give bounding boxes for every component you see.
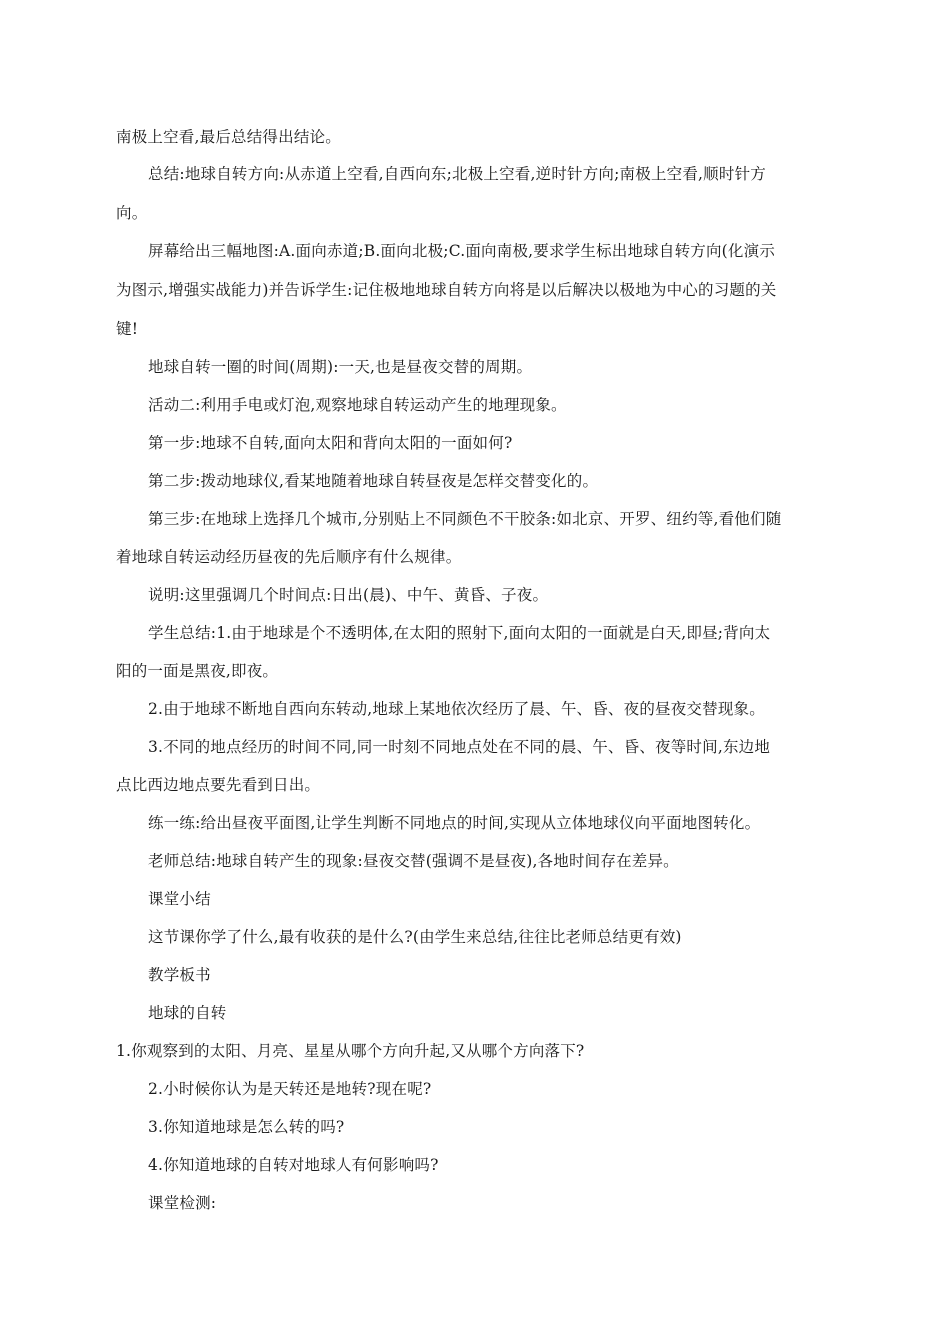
text-line: 南极上空看,最后总结得出结论。 xyxy=(116,128,341,146)
text-line: 第二步:拨动地球仪,看某地随着地球自转昼夜是怎样交替变化的。 xyxy=(148,472,599,490)
text-line: 2.由于地球不断地自西向东转动,地球上某地依次经历了晨、午、昏、夜的昼夜交替现象。 xyxy=(148,700,765,718)
text-line: 教学板书 xyxy=(148,966,211,984)
text-line: 2.小时候你认为是天转还是地转?现在呢? xyxy=(148,1080,432,1098)
text-line: 键! xyxy=(116,320,139,338)
text-line: 老师总结:地球自转产生的现象:昼夜交替(强调不是昼夜),各地时间存在差异。 xyxy=(148,852,679,870)
text-line: 第一步:地球不自转,面向太阳和背向太阳的一面如何? xyxy=(148,434,513,452)
text-line: 1.你观察到的太阳、月亮、星星从哪个方向升起,又从哪个方向落下? xyxy=(116,1042,585,1060)
text-line: 活动二:利用手电或灯泡,观察地球自转运动产生的地理现象。 xyxy=(148,396,567,414)
text-line: 向。 xyxy=(116,204,148,222)
text-line: 总结:地球自转方向:从赤道上空看,自西向东;北极上空看,逆时针方向;南极上空看,顺时针方 xyxy=(148,165,766,183)
text-line: 第三步:在地球上选择几个城市,分别贴上不同颜色不干胶条:如北京、开罗、纽约等,看他们随 xyxy=(148,510,782,528)
text-line: 屏幕给出三幅地图:A.面向赤道;B.面向北极;C.面向南极,要求学生标出地球自转方向(化演示 xyxy=(148,242,776,260)
text-line: 地球的自转 xyxy=(148,1004,227,1022)
text-line: 课堂检测: xyxy=(148,1194,217,1212)
text-line: 说明:这里强调几个时间点:日出(晨)、中午、黄昏、子夜。 xyxy=(148,586,549,604)
text-line: 为图示,增强实战能力)并告诉学生:记住极地地球自转方向将是以后解决以极地为中心的习题的关 xyxy=(116,281,777,299)
text-line: 着地球自转运动经历昼夜的先后顺序有什么规律。 xyxy=(116,548,462,566)
text-line: 3.不同的地点经历的时间不同,同一时刻不同地点处在不同的晨、午、昏、夜等时间,东边地 xyxy=(148,738,771,756)
text-line: 这节课你学了什么,最有收获的是什么?(由学生来总结,往往比老师总结更有效) xyxy=(148,928,682,946)
text-line: 阳的一面是黑夜,即夜。 xyxy=(116,662,279,680)
text-line: 学生总结:1.由于地球是个不透明体,在太阳的照射下,面向太阳的一面就是白天,即昼;背向太 xyxy=(148,624,771,642)
text-line: 4.你知道地球的自转对地球人有何影响吗? xyxy=(148,1156,439,1174)
text-line: 地球自转一圈的时间(周期):一天,也是昼夜交替的周期。 xyxy=(148,358,533,376)
text-line: 3.你知道地球是怎么转的吗? xyxy=(148,1118,345,1136)
text-line: 练一练:给出昼夜平面图,让学生判断不同地点的时间,实现从立体地球仪向平面地图转化。 xyxy=(148,814,761,832)
text-line: 课堂小结 xyxy=(148,890,211,908)
text-line: 点比西边地点要先看到日出。 xyxy=(116,776,321,794)
